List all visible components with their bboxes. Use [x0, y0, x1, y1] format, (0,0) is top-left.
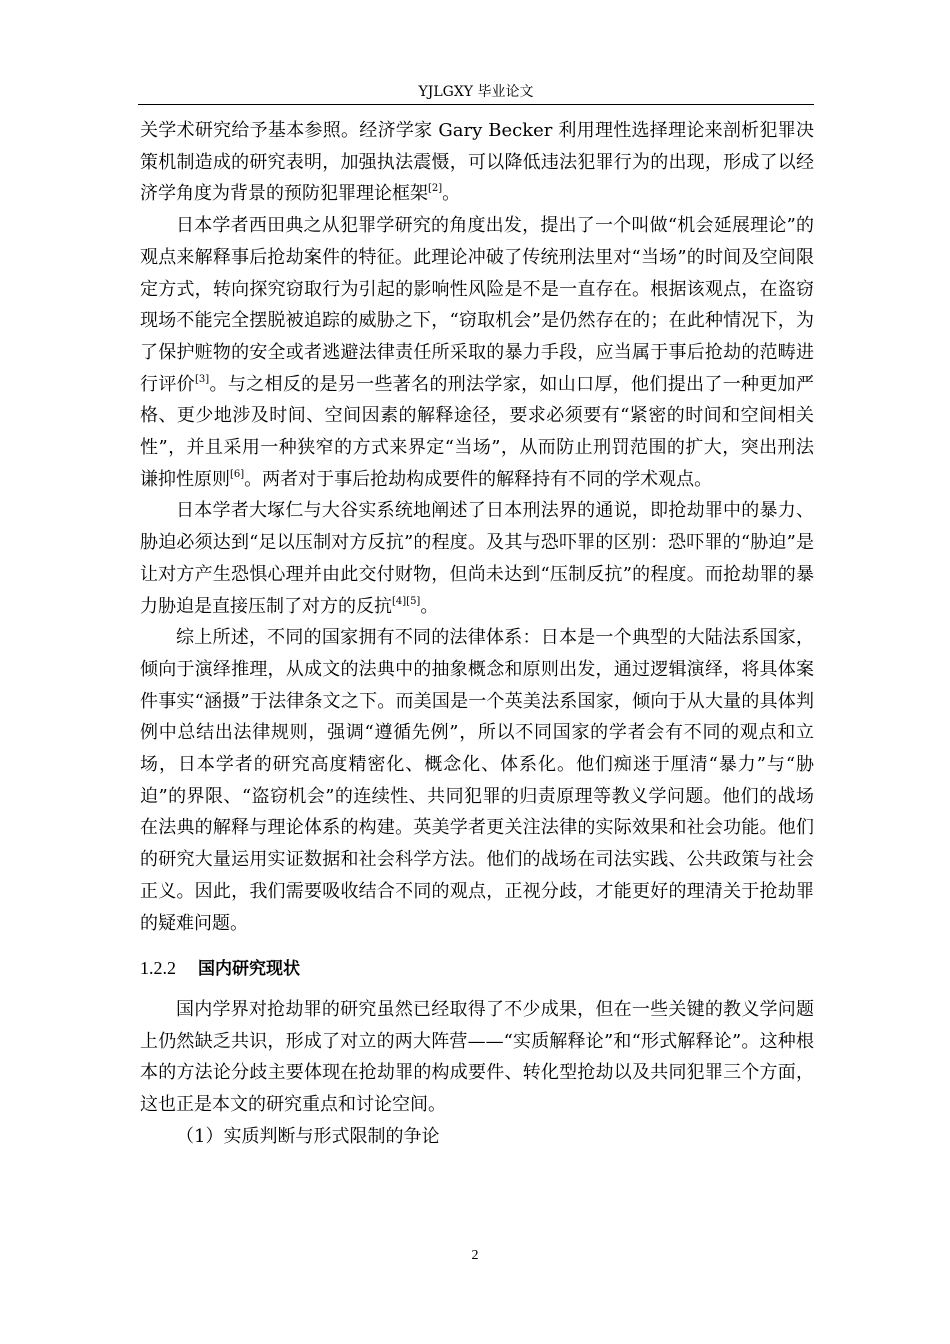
- citation: [4][5]: [392, 595, 421, 607]
- paragraph-2: 日本学者西田典之从犯罪学研究的角度出发，提出了一个叫做“机会延展理论”的观点来解释事后抢劫案件的特征。此理论冲破了传统刑法里对“当场”的时间及空间限定方式，转向探究窃取行为引起的影响性风险是不是一直存在。根据该观点，在盗窃现场不能完全摆脱被追踪的威胁之下，“窃取机会”是仍然存在的；在此种情况下，为了保护赃物的安全或者逃避法律责任所采取的暴力手段，应当属于事后抢劫的范畴进行评价[3]。与之相反的是另一些著名的刑法学家，如山口厚，他们提出了一种更加严格、更少地涉及时间、空间因素的解释途径，要求必须要有“紧密的时间和空间相关性”，并且采用一种狭窄的方式来界定“当场”，从而防止刑罚范围的扩大，突出刑法谦抑性原则[6]。两者对于事后抢劫构成要件的解释持有不同的学术观点。: [140, 215, 815, 490]
- paragraph-4: 综上所述，不同的国家拥有不同的法律体系：日本是一个典型的大陆法系国家，倾向于演绎推理，从成文的法典中的抽象概念和原则出发，通过逻辑演绎，将具体案件事实“涵摄”于法律条文之下。而美国是一个英美法系国家，倾向于从大量的具体判例中总结出法律规则，强调“遵循先例”，所以不同国家的学者会有不同的观点和立场，日本学者的研究高度精密化、概念化、体系化。他们痴迷于厘清“暴力”与“胁迫”的界限、“盗窃机会”的连续性、共同犯罪的归责原理等教义学问题。他们的战场在法典的解释与理论体系的构建。英美学者更关注法律的实际效果和社会功能。他们的研究大量运用实证数据和社会科学方法。他们的战场在司法实践、公共政策与社会正义。因此，我们需要吸收结合不同的观点，正视分歧，才能更好的理清关于抢劫罪的疑难问题。: [140, 627, 814, 934]
- page-header: YJLGXY 毕业论文: [138, 83, 814, 105]
- section-title: 国内研究现状: [198, 959, 300, 980]
- paragraph-5: 国内学界对抢劫罪的研究虽然已经取得了不少成果，但在一些关键的教义学问题上仍然缺乏共识，形成了对立的两大阵营——“实质解释论”和“形式解释论”。这种根本的方法论分歧主要体现在抢劫罪的构成要件、转化型抢劫以及共同犯罪三个方面，这也正是本文的研究重点和讨论空间。: [140, 998, 814, 1116]
- section-number: 1.2.2: [140, 958, 176, 979]
- citation: [3]: [195, 373, 210, 385]
- subsection-heading: （1）实质判断与形式限制的争论: [176, 1125, 440, 1147]
- page-number: 2: [471, 1248, 479, 1263]
- paragraph-1: 关学术研究给予基本参照。经济学家 Gary Becker 利用理性选择理论来剖析犯罪决策机制造成的研究表明，加强执法震慑，可以降低违法犯罪行为的出现，形成了以经济学角度为背景的预防犯罪理论框架[2]。: [140, 120, 814, 205]
- citation: [6]: [230, 468, 245, 480]
- paragraph-3: 日本学者大塚仁与大谷实系统地阐述了日本刑法界的通说，即抢劫罪中的暴力、胁迫必须达到“足以压制对方反抗”的程度。及其与恐吓罪的区别：恐吓罪的“胁迫”是让对方产生恐惧心理并由此交付财物，但尚未达到“压制反抗”的程度。而抢劫罪的暴力胁迫是直接压制了对方的反抗[4][5]。: [140, 500, 814, 617]
- section-heading: [140, 953, 814, 986]
- body-text: [140, 115, 814, 1153]
- citation: [2]: [428, 183, 443, 195]
